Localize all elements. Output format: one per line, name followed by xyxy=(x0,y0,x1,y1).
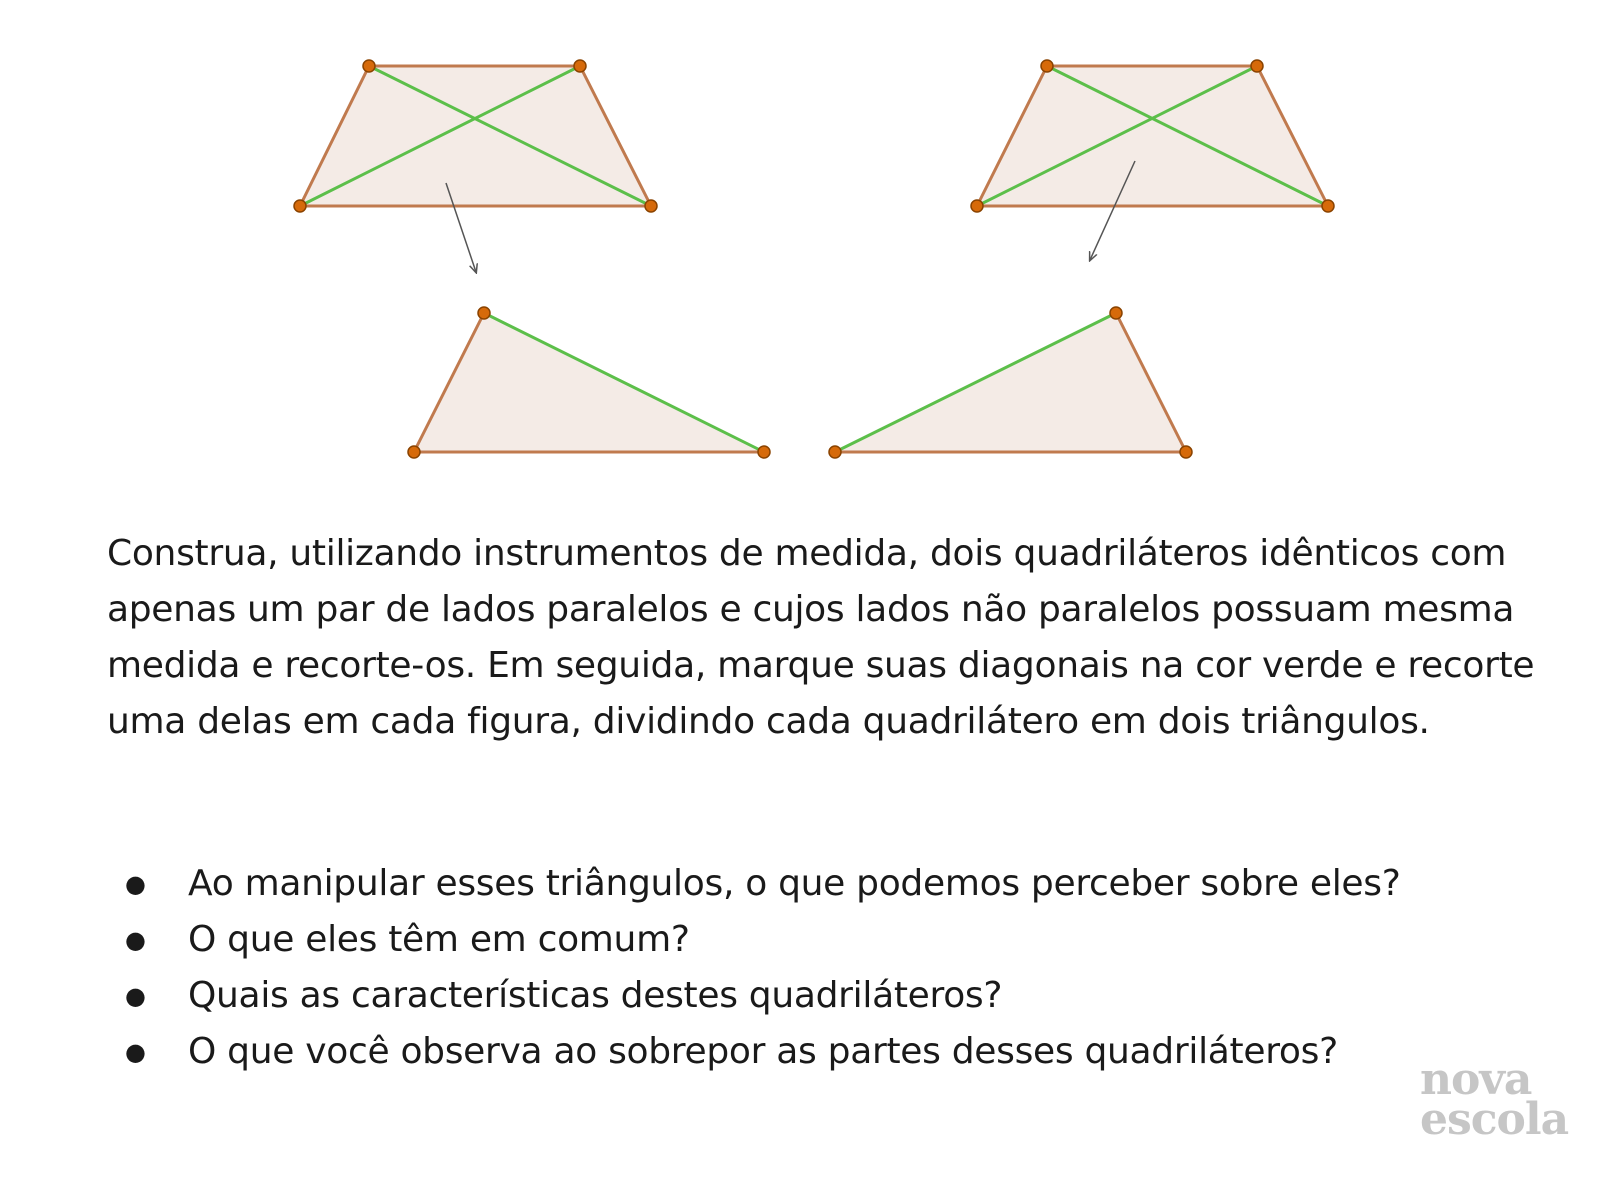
question-text: O que eles têm em comum? xyxy=(188,919,690,960)
question-item-4 xyxy=(107,1024,1547,1080)
bullet-icon: ● xyxy=(125,870,146,898)
trapezoid-1-vertex-2 xyxy=(574,60,586,72)
trapezoid-1-fill xyxy=(300,66,651,206)
bullet-icon: ● xyxy=(125,926,146,954)
bullet-icon: ● xyxy=(125,982,146,1010)
trapezoid-2-vertex-1 xyxy=(1041,60,1053,72)
triangle-1-fill xyxy=(414,313,764,452)
question-item-3 xyxy=(107,968,1547,1024)
triangle-1-vertex-2 xyxy=(758,446,770,458)
question-text: Quais as características destes quadriláteros? xyxy=(188,975,1003,1016)
nova-escola-logo xyxy=(1420,1054,1580,1145)
triangle-1-vertex-3 xyxy=(408,446,420,458)
triangle-2-vertex-2 xyxy=(1180,446,1192,458)
logo-line-2: escola xyxy=(1420,1094,1569,1145)
logo-line-1: nova xyxy=(1420,1054,1532,1105)
triangle-2-vertex-3 xyxy=(829,446,841,458)
instructions-text: Construa, utilizando instrumentos de medida, dois quadriláteros idênticos com apenas um par de lados paralelos e cujos lados não paralelos possuam mesma medida e recorte-os. Em seguida, marque suas diagonais na cor verde e recorte uma delas em cada figura, dividindo cada quadrilátero em dois triângulos. xyxy=(107,533,1535,742)
geometry-diagram xyxy=(0,0,1600,480)
trapezoid-1-vertex-4 xyxy=(294,200,306,212)
question-list xyxy=(107,856,1547,1080)
trapezoid-1-vertex-3 xyxy=(645,200,657,212)
trapezoid-2-vertex-2 xyxy=(1251,60,1263,72)
trapezoid-1-vertex-1 xyxy=(363,60,375,72)
trapezoid-2-fill xyxy=(977,66,1328,206)
bullet-icon: ● xyxy=(125,1038,146,1066)
triangle-2-vertex-1 xyxy=(1110,307,1122,319)
trapezoid-2-vertex-3 xyxy=(1322,200,1334,212)
trapezoid-2-vertex-4 xyxy=(971,200,983,212)
question-text: Ao manipular esses triângulos, o que podemos perceber sobre eles? xyxy=(188,863,1401,904)
triangle-2-fill xyxy=(835,313,1186,452)
question-text: O que você observa ao sobrepor as partes desses quadriláteros? xyxy=(188,1031,1338,1072)
question-item-2 xyxy=(107,912,1547,968)
triangle-1-vertex-1 xyxy=(478,307,490,319)
question-item-1 xyxy=(107,856,1547,912)
